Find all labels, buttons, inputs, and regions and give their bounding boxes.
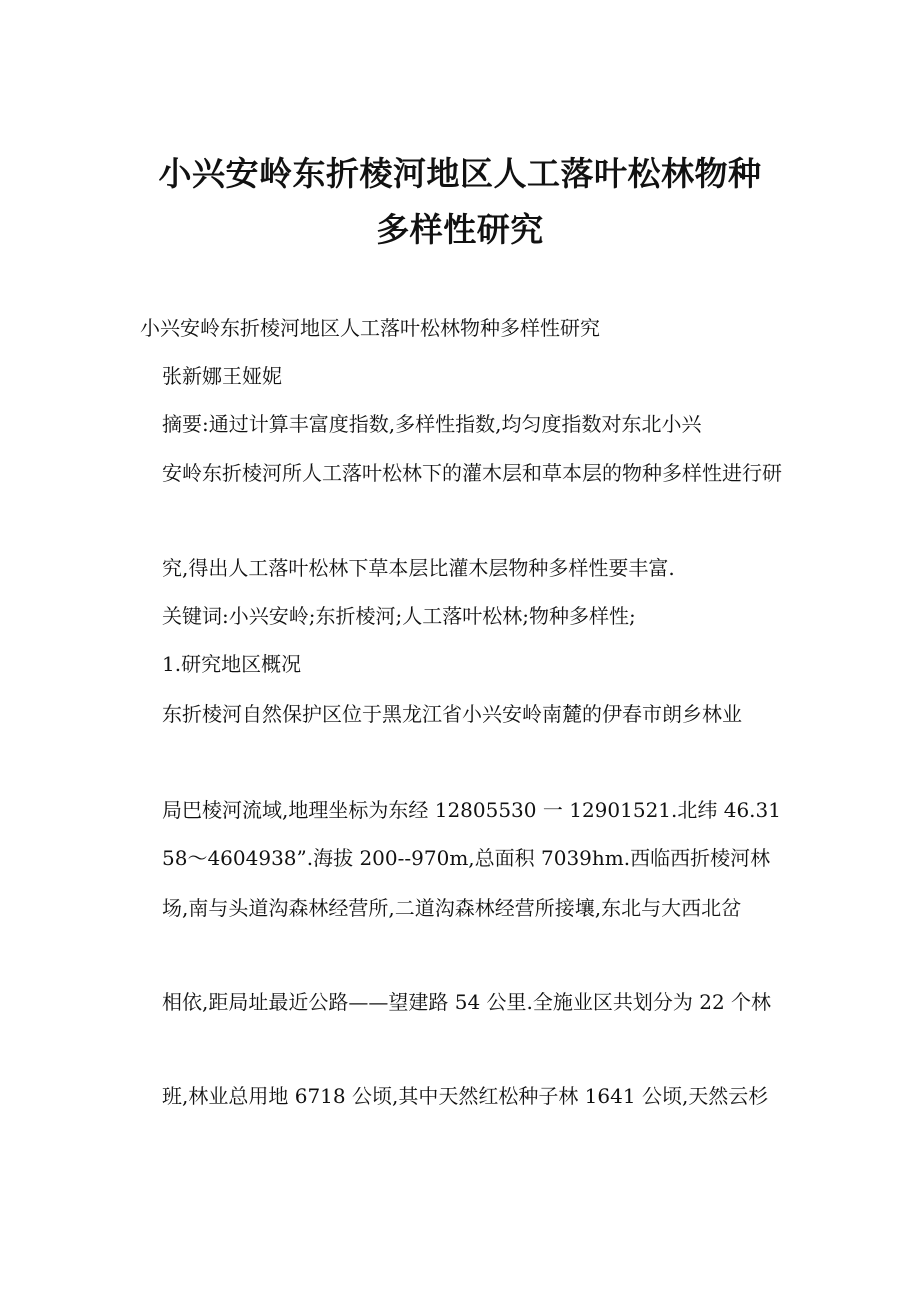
body-paragraph-6-text: 班,林业总用地 6718 公顷,其中天然红松种子林 1641 公顷,天然云杉 bbox=[162, 1084, 769, 1108]
section-heading-1: 1.研究地区概况 bbox=[162, 652, 302, 676]
body-paragraph-2: 局巴棱河流域,地理坐标为东经 12805530 一 12901521.北纬 46.31 bbox=[162, 798, 781, 822]
subtitle-paragraph: 小兴安岭东折棱河地区人工落叶松林物种多样性研究 bbox=[140, 316, 600, 340]
authors-paragraph: 张新娜王娅妮 bbox=[162, 364, 282, 388]
keywords-paragraph: 关键词:小兴安岭;东折棱河;人工落叶松林;物种多样性; bbox=[162, 604, 636, 628]
body-paragraph-4 bbox=[140, 891, 790, 925]
body-paragraph-1 bbox=[140, 697, 790, 731]
abstract-paragraph-3: 究,得出人工落叶松林下草本层比灌木层物种多样性要丰富. bbox=[162, 556, 675, 580]
body-paragraph-4-text: 场,南与头道沟森林经营所,二道沟森林经营所接壤,东北与大西北岔 bbox=[162, 896, 742, 920]
document-title-line-1: 小兴安岭东折棱河地区人工落叶松林物种 bbox=[158, 154, 762, 193]
body-paragraph-3: 58～4604938”.海拔 200--970m,总面积 7039hm.西临西折棱河林 bbox=[162, 846, 771, 870]
body-paragraph-6 bbox=[140, 1079, 790, 1113]
abstract-paragraph-2-text: 安岭东折棱河所人工落叶松林下的灌木层和草本层的物种多样性进行研 bbox=[162, 461, 782, 485]
body-paragraph-1-text: 东折棱河自然保护区位于黑龙江省小兴安岭南麓的伊春市朗乡林业 bbox=[162, 702, 742, 726]
body-paragraph-5 bbox=[140, 985, 790, 1019]
abstract-paragraph-1: 摘要:通过计算丰富度指数,多样性指数,均匀度指数对东北小兴 bbox=[162, 412, 702, 436]
document-title-line-2: 多样性研究 bbox=[376, 210, 544, 249]
abstract-paragraph-2 bbox=[140, 456, 790, 490]
body-paragraph-5-text: 相依,距局址最近公路——望建路 54 公里.全施业区共划分为 22 个林 bbox=[162, 990, 772, 1014]
